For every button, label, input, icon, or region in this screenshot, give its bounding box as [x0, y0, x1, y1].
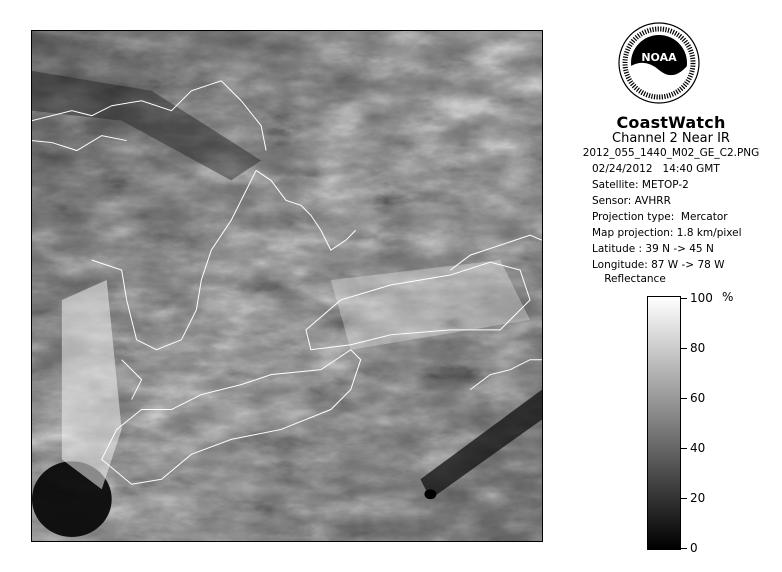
tick-label-100: 100 [690, 291, 713, 305]
channel-label: Channel 2 Near IR [612, 131, 730, 146]
legend-unit: % [722, 290, 734, 304]
colorbar-tick [681, 448, 687, 449]
datetime: 02/24/2012 14:40 GMT [592, 163, 720, 175]
tick-label-80: 80 [690, 341, 706, 355]
colorbar-tick [681, 398, 687, 399]
longitude-range: Longitude: 87 W -> 78 W [592, 259, 725, 271]
sensor-label: Sensor: AVHRR [592, 195, 671, 207]
app-title: CoastWatch [616, 113, 726, 132]
satellite-label: Satellite: METOP-2 [592, 179, 689, 191]
noaa-logo [618, 22, 700, 104]
satellite-image [31, 30, 543, 542]
tick-label-0: 0 [690, 541, 698, 555]
projection-type: Projection type: Mercator [592, 211, 728, 223]
legend-title: Reflectance [604, 273, 666, 285]
logo-text: NOAA [641, 51, 677, 64]
colorbar-tick [681, 548, 687, 549]
colorbar-tick [681, 298, 687, 299]
tick-label-20: 20 [690, 491, 706, 505]
dark-spot [424, 489, 436, 499]
latitude-range: Latitude : 39 N -> 45 N [592, 243, 714, 255]
filename: 2012_055_1440_M02_GE_C2.PNG [582, 147, 760, 159]
reflectance-colorbar [647, 296, 681, 550]
tick-label-40: 40 [690, 441, 706, 455]
map-projection: Map projection: 1.8 km/pixel [592, 227, 742, 239]
tick-label-60: 60 [690, 391, 706, 405]
colorbar-tick [681, 498, 687, 499]
colorbar-tick [681, 348, 687, 349]
